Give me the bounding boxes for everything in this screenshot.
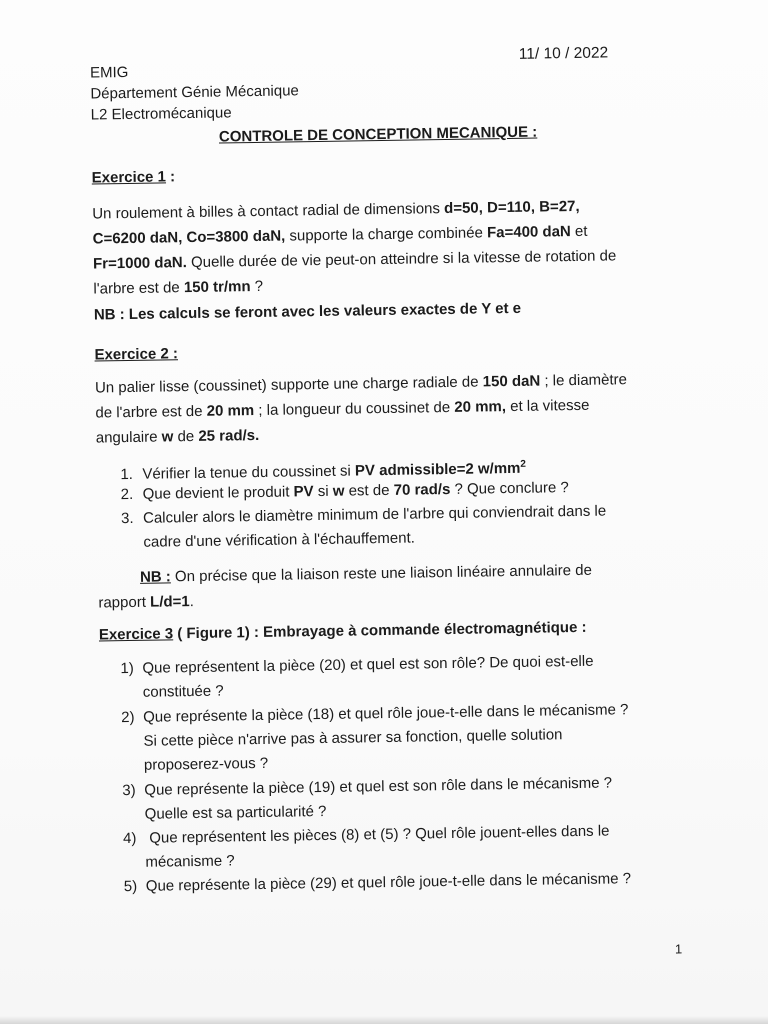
class-level: L2 Electromécanique (90, 104, 232, 124)
list-number: 5) (123, 877, 138, 896)
text-segment: mécanisme ? (145, 852, 235, 871)
text-segment: supporte la charge combinée (285, 224, 488, 245)
text-segment: Que représente la pièce (18) et quel rôle joue-t-elle dans le mécanisme ? (143, 701, 629, 726)
text-segment: ; le diamètre (540, 371, 628, 390)
list-number: 3) (122, 781, 136, 800)
exercise-3-heading-rest: ( Figure 1) : Embrayage à commande électromagnétique : (172, 618, 587, 643)
exercise-2-note (98, 558, 593, 616)
text-segment: On précise que la liaison reste une liaison linéaire annulaire de (170, 561, 592, 586)
pv-product: PV (293, 483, 314, 501)
text-segment: Quelle est sa particularité ? (144, 802, 327, 823)
radial-load: Fr=1000 daN. (92, 254, 188, 273)
exercise-3-question-1 (120, 650, 594, 705)
exercise-3-heading (99, 619, 587, 644)
note-label: NB : (139, 568, 171, 586)
school-name: EMIG (89, 63, 129, 82)
text-segment: ; la longueur du coussinet de (254, 398, 455, 420)
exercise-2-question-3 (121, 500, 607, 556)
shaft-diameter: 20 mm (206, 402, 255, 420)
bushing-length: 20 mm, (454, 398, 507, 416)
new-angular-speed: 70 rad/s (393, 480, 451, 499)
radial-load: 150 daN (482, 372, 541, 391)
text-segment: ? Que conclure ? (450, 479, 569, 498)
list-number: 3. (120, 509, 134, 528)
exercise-2-heading-label: Exercice 2 : (94, 345, 179, 364)
text-segment: et la vitesse (505, 396, 590, 416)
ratio-value: L/d=1 (149, 593, 190, 611)
exercise-1-heading-label: Exercice 1 (91, 168, 167, 187)
exercise-2-statement (95, 367, 628, 450)
exercise-1-heading-suffix: : (165, 168, 176, 186)
exercise-2-heading (94, 345, 178, 363)
text-segment: rapport (98, 593, 151, 612)
text-segment: . (189, 592, 195, 611)
exam-date: 11/ 10 / 2022 (518, 44, 609, 63)
text-segment: Si cette pièce n'arrive pas à assurer sa fonction, quelle solution (143, 726, 563, 750)
page-number: 1 (674, 941, 683, 957)
text-segment: Que représente la pièce (19) et quel est son rôle dans le mécanisme ? (144, 774, 613, 799)
text-segment: Vérifier la tenue du coussinet si (142, 462, 356, 483)
axial-load: Fa=400 daN (486, 223, 571, 242)
text-segment: de (173, 427, 199, 446)
list-number: 2) (121, 708, 135, 727)
department-name: Département Génie Mécanique (90, 82, 299, 103)
text-segment: Que représentent les pièces (8) et (5) ? Quel rôle jouent-elles dans le (144, 822, 610, 847)
exercise-3-heading-label: Exercice 3 (98, 625, 174, 644)
text-segment: Que représentent la pièce (20) et quel est son rôle? De quoi est-elle (142, 652, 594, 677)
bearing-loads-capacity: C=6200 daN, Co=3800 daN, (92, 227, 286, 248)
omega-symbol: w (161, 428, 174, 446)
omega-symbol: w (332, 482, 345, 500)
exercise-1-heading (92, 168, 176, 186)
exercise-1-note: NB : Les calculs se feront avec les valeurs exactes de Y et e (93, 299, 522, 324)
text-segment: constituée ? (142, 682, 224, 701)
exercise-3-question-4 (123, 819, 610, 875)
angular-speed: 25 rad/s. (198, 426, 260, 445)
exercise-3-question-2 (121, 698, 629, 778)
exercise-3-question-3 (122, 771, 612, 827)
text-segment: proposerez-vous ? (143, 754, 269, 774)
text-segment: et (570, 222, 588, 241)
list-number: 4) (122, 829, 137, 848)
text-segment: Que représente la pièce (29) et quel rôle joue-t-elle dans le mécanisme ? (145, 870, 632, 895)
text-segment: ? (250, 277, 264, 296)
text-segment: cadre d'une vérification à l'échauffement. (143, 529, 415, 551)
text-segment: Un palier lisse (coussinet) supporte une charge radiale de (94, 373, 483, 397)
bearing-dimensions: d=50, D=110, B=27, (443, 197, 580, 218)
text-segment: Quelle durée de vie peut-on atteindre si la vitesse de rotation de (186, 247, 617, 272)
text-segment: Un roulement à billes à contact radial de dimensions (92, 200, 445, 223)
text-segment: de l'arbre est de (95, 402, 207, 422)
text-segment: est de (344, 481, 394, 500)
text-segment: si (313, 482, 333, 501)
rotation-speed: 150 tr/mn (183, 278, 251, 297)
superscript: 2 (520, 458, 527, 470)
list-number: 2. (120, 485, 134, 504)
text-segment: Calculer alors le diamètre minimum de l'arbre qui conviendrait dans le (142, 502, 607, 527)
page-bottom-edge (0, 1016, 768, 1024)
text-segment: angulaire (95, 428, 162, 447)
exercise-1-statement (92, 193, 617, 301)
text-segment: Que devient le produit (142, 483, 294, 503)
list-number: 1. (120, 465, 134, 484)
list-number: 1) (120, 659, 134, 678)
page-title-text: CONTROLE DE CONCEPTION MECANIQUE : (218, 123, 538, 146)
pv-admissible: PV admissible=2 w/mm (354, 459, 521, 480)
text-segment: l'arbre est de (93, 279, 185, 298)
institution-header (90, 59, 299, 125)
